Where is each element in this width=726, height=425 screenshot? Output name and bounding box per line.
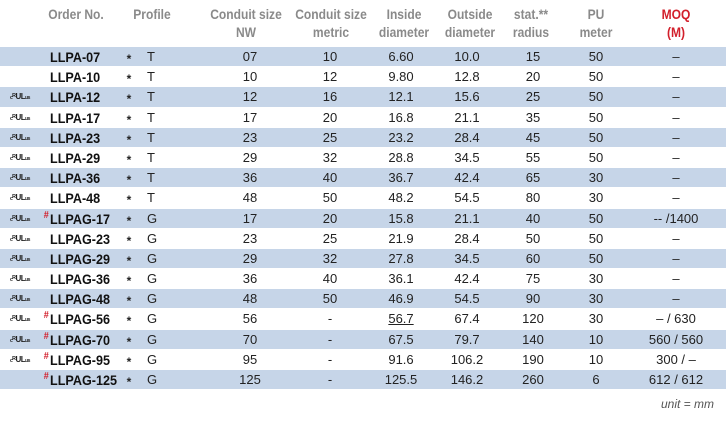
profile-cell: G: [147, 331, 158, 347]
outside-cell: 67.4: [454, 311, 480, 327]
table-body: [0, 47, 726, 390]
outside-cell: 21.1: [454, 109, 480, 125]
moq-cell: –: [672, 69, 680, 85]
nw-cell: 17: [242, 109, 258, 125]
metric-cell: 40: [322, 170, 338, 186]
profile-cell: T: [147, 69, 155, 85]
ul-certification-icon: cᴿULus: [10, 112, 30, 122]
radius-cell: 80: [525, 190, 541, 206]
nw-cell: 125: [239, 372, 261, 387]
inside-cell: 56.7: [388, 311, 414, 327]
table-row: [0, 269, 726, 289]
order-number: # LLPAG-125: [50, 370, 117, 390]
order-number: LLPA-29: [50, 149, 101, 166]
asterisk-note: *: [126, 314, 132, 329]
header-moq: MOQ (M): [661, 6, 691, 40]
radius-cell: 45: [525, 129, 541, 145]
pu-cell: 50: [588, 230, 604, 246]
radius-cell: 50: [525, 230, 541, 246]
table-row: [0, 108, 726, 128]
pu-cell: 10: [588, 331, 604, 347]
moq-cell: –: [672, 291, 680, 307]
outside-cell: 54.5: [454, 291, 480, 307]
metric-cell: 40: [322, 271, 338, 287]
inside-cell: 12.1: [388, 89, 414, 105]
nw-cell: 36: [242, 170, 258, 186]
order-number: # LLPAG-17: [50, 209, 110, 229]
asterisk-note: *: [126, 334, 132, 349]
ul-certification-icon: cᴿULus: [10, 132, 30, 142]
moq-cell: –: [672, 109, 680, 125]
metric-cell: 16: [322, 89, 338, 105]
outside-cell: 34.5: [454, 149, 480, 165]
header-profile: Profile: [133, 6, 171, 22]
ul-certification-icon: cᴿULus: [10, 294, 30, 304]
order-number: LLPAG-29: [50, 250, 110, 267]
hash-marker: #: [43, 209, 49, 221]
pu-cell: 30: [588, 190, 604, 206]
asterisk-note: *: [126, 132, 132, 147]
nw-cell: 23: [242, 129, 258, 145]
table-row: [0, 148, 726, 168]
moq-cell: 300 / –: [656, 351, 696, 367]
outside-cell: 79.7: [454, 331, 480, 347]
moq-cell: –: [672, 230, 680, 246]
asterisk-note: *: [126, 253, 132, 268]
outside-cell: 106.2: [450, 351, 484, 367]
pu-cell: 30: [588, 170, 604, 186]
moq-cell: 612 / 612: [648, 372, 704, 387]
order-number: LLPA-23: [50, 129, 101, 146]
order-number: LLPA-36: [50, 170, 101, 187]
nw-cell: 48: [242, 291, 258, 307]
pu-cell: 50: [588, 129, 604, 145]
profile-cell: T: [147, 49, 155, 64]
radius-cell: 25: [525, 89, 541, 105]
hash-marker: #: [43, 371, 49, 382]
ul-certification-icon: cᴿULus: [10, 314, 30, 324]
ul-certification-icon: cᴿULus: [10, 173, 30, 183]
header-order-no: Order No.: [48, 6, 104, 22]
metric-cell: -: [327, 311, 333, 327]
radius-cell: 55: [525, 149, 541, 165]
order-number: LLPA-48: [50, 190, 101, 207]
outside-cell: 21.1: [454, 210, 480, 226]
nw-cell: 48: [242, 190, 258, 206]
asterisk-note: *: [126, 72, 132, 87]
metric-cell: 25: [322, 129, 338, 145]
asterisk-note: *: [126, 193, 132, 208]
table-row: [0, 47, 726, 67]
inside-cell: 15.8: [388, 210, 414, 226]
moq-cell: –: [672, 271, 680, 287]
moq-cell: –: [672, 49, 680, 64]
profile-cell: G: [147, 230, 158, 246]
outside-cell: 34.5: [454, 250, 480, 266]
order-number: LLPA-07: [50, 49, 101, 65]
order-number: # LLPAG-56: [50, 309, 110, 329]
radius-cell: 40: [525, 210, 541, 226]
outside-cell: 28.4: [454, 129, 480, 145]
order-number: LLPAG-23: [50, 230, 110, 247]
inside-cell: 6.60: [388, 49, 414, 64]
ul-certification-icon: cᴿULus: [10, 213, 30, 223]
outside-cell: 12.8: [454, 69, 480, 85]
asterisk-note: *: [126, 354, 132, 369]
inside-cell: 46.9: [388, 291, 414, 307]
inside-cell: 16.8: [388, 109, 414, 125]
ul-certification-icon: cᴿULus: [10, 193, 30, 203]
ul-certification-icon: cᴿULus: [10, 253, 30, 263]
nw-cell: 17: [242, 210, 258, 226]
nw-cell: 12: [242, 89, 258, 105]
nw-cell: 29: [242, 250, 258, 266]
profile-cell: G: [147, 291, 158, 307]
inside-cell: 91.6: [388, 351, 414, 367]
table-row: [0, 350, 726, 370]
profile-cell: G: [147, 210, 158, 226]
metric-cell: -: [327, 372, 333, 387]
profile-cell: T: [147, 170, 155, 186]
pu-cell: 50: [588, 69, 604, 85]
profile-cell: T: [147, 190, 155, 206]
inside-cell: 36.7: [388, 170, 414, 186]
table-row: [0, 168, 726, 188]
moq-cell: –: [672, 190, 680, 206]
nw-cell: 70: [242, 331, 258, 347]
metric-cell: 32: [322, 250, 338, 266]
order-number: LLPA-17: [50, 109, 101, 126]
profile-cell: G: [147, 250, 158, 266]
ul-certification-icon: cᴿULus: [10, 354, 30, 364]
profile-cell: G: [147, 351, 158, 367]
radius-cell: 35: [525, 109, 541, 125]
moq-cell: – / 630: [656, 311, 696, 327]
radius-cell: 60: [525, 250, 541, 266]
outside-cell: 146.2: [450, 372, 484, 387]
nw-cell: 56: [242, 311, 258, 327]
asterisk-note: *: [126, 92, 132, 107]
pu-cell: 30: [588, 271, 604, 287]
table-row: [0, 209, 726, 229]
asterisk-note: *: [126, 173, 132, 188]
metric-cell: 20: [322, 210, 338, 226]
outside-cell: 10.0: [454, 49, 480, 64]
inside-cell: 9.80: [388, 69, 414, 85]
asterisk-note: *: [126, 233, 132, 248]
inside-cell: 27.8: [388, 250, 414, 266]
radius-cell: 120: [522, 311, 544, 327]
radius-cell: 20: [525, 69, 541, 85]
nw-cell: 36: [242, 271, 258, 287]
outside-cell: 28.4: [454, 230, 480, 246]
metric-cell: 50: [322, 190, 338, 206]
pu-cell: 50: [588, 250, 604, 266]
order-number: # LLPAG-95: [50, 350, 110, 370]
asterisk-note: *: [126, 152, 132, 167]
nw-cell: 29: [242, 149, 258, 165]
table-row: [0, 87, 726, 107]
moq-cell: –: [672, 89, 680, 105]
outside-cell: 42.4: [454, 170, 480, 186]
metric-cell: 20: [322, 109, 338, 125]
hash-marker: #: [43, 310, 49, 322]
profile-cell: T: [147, 109, 155, 125]
header-stat-radius: stat.** radius: [512, 6, 550, 40]
pu-cell: 50: [588, 109, 604, 125]
nw-cell: 95: [242, 351, 258, 367]
order-number: LLPAG-36: [50, 271, 110, 288]
pu-cell: 50: [588, 89, 604, 105]
profile-cell: T: [147, 149, 155, 165]
order-number: LLPA-12: [50, 89, 101, 106]
inside-cell: 21.9: [388, 230, 414, 246]
asterisk-note: *: [126, 112, 132, 127]
hash-marker: #: [43, 330, 49, 342]
asterisk-note: *: [126, 52, 132, 66]
table-row: [0, 370, 726, 390]
profile-cell: G: [147, 372, 158, 387]
table-row: [0, 330, 726, 350]
asterisk-note: *: [126, 274, 132, 289]
metric-cell: -: [327, 331, 333, 347]
header-conduit-nw: Conduit size NW: [210, 6, 282, 40]
table-row: [0, 289, 726, 309]
pu-cell: 10: [588, 351, 604, 367]
asterisk-note: *: [126, 294, 132, 309]
header-pu-meter: PU meter: [579, 6, 613, 40]
metric-cell: 32: [322, 149, 338, 165]
outside-cell: 42.4: [454, 271, 480, 287]
nw-cell: 10: [242, 69, 258, 85]
nw-cell: 23: [242, 230, 258, 246]
inside-cell: 125.5: [384, 372, 418, 387]
pu-cell: 30: [588, 291, 604, 307]
header-inside-diameter: Inside diameter: [378, 6, 430, 40]
moq-cell: –: [672, 250, 680, 266]
moq-cell: 560 / 560: [648, 331, 704, 347]
nw-cell: 07: [242, 49, 258, 64]
ul-certification-icon: cᴿULus: [10, 274, 30, 284]
profile-cell: T: [147, 129, 155, 145]
inside-cell: 36.1: [388, 271, 414, 287]
metric-cell: 25: [322, 230, 338, 246]
radius-cell: 260: [522, 372, 544, 387]
ul-certification-icon: cᴿULus: [10, 334, 30, 344]
profile-cell: T: [147, 89, 155, 105]
pu-cell: 30: [588, 311, 604, 327]
header-outside-diameter: Outside diameter: [444, 6, 496, 40]
pu-cell: 6: [592, 372, 600, 387]
radius-cell: 75: [525, 271, 541, 287]
radius-cell: 15: [525, 49, 541, 64]
metric-cell: 12: [322, 69, 338, 85]
order-number: # LLPAG-70: [50, 330, 110, 350]
inside-cell: 48.2: [388, 190, 414, 206]
table-row: [0, 128, 726, 148]
pu-cell: 50: [588, 149, 604, 165]
unit-note: unit = mm: [660, 397, 714, 411]
inside-cell: 67.5: [388, 331, 414, 347]
table-header: [0, 0, 726, 46]
outside-cell: 54.5: [454, 190, 480, 206]
metric-cell: 50: [322, 291, 338, 307]
profile-cell: G: [147, 311, 158, 327]
metric-cell: -: [327, 351, 333, 367]
pu-cell: 50: [588, 210, 604, 226]
table-row: [0, 229, 726, 249]
outside-cell: 15.6: [454, 89, 480, 105]
moq-cell: –: [672, 170, 680, 186]
radius-cell: 90: [525, 291, 541, 307]
order-number: LLPAG-48: [50, 291, 110, 308]
ul-certification-icon: cᴿULus: [10, 233, 30, 243]
moq-cell: –: [672, 129, 680, 145]
inside-cell: 28.8: [388, 149, 414, 165]
metric-cell: 10: [322, 49, 338, 64]
moq-cell: -- /1400: [653, 210, 699, 226]
asterisk-note: *: [126, 375, 132, 389]
pu-cell: 50: [588, 49, 604, 64]
radius-cell: 65: [525, 170, 541, 186]
asterisk-note: *: [126, 213, 132, 228]
hash-marker: #: [43, 350, 49, 362]
header-conduit-metric: Conduit size metric: [295, 6, 367, 40]
profile-cell: G: [147, 271, 158, 287]
table-row: [0, 188, 726, 208]
radius-cell: 140: [522, 331, 544, 347]
table-row: [0, 309, 726, 329]
ul-certification-icon: cᴿULus: [10, 152, 30, 162]
table-row: [0, 67, 726, 87]
order-number: LLPA-10: [50, 69, 101, 86]
table-row: [0, 249, 726, 269]
moq-cell: –: [672, 149, 680, 165]
radius-cell: 190: [522, 351, 544, 367]
ul-certification-icon: cᴿULus: [10, 92, 30, 102]
inside-cell: 23.2: [388, 129, 414, 145]
